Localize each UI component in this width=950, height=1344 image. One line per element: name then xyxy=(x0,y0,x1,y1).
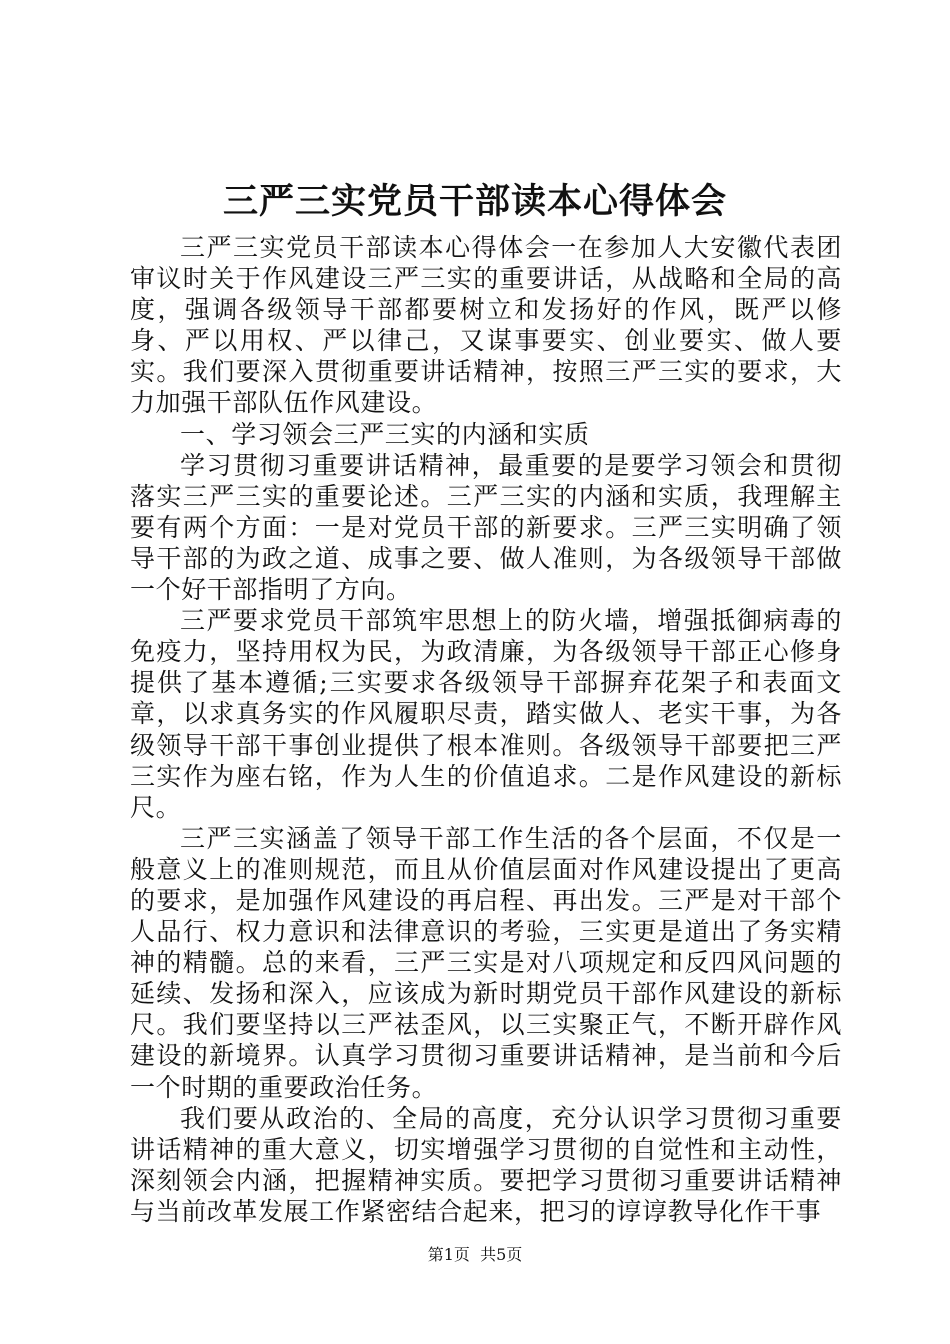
section-heading-one: 一、学习领会三严三实的内涵和实质 xyxy=(180,419,590,449)
paragraph-intro: 三严三实党员干部读本心得体会一在参加人大安徽代表团审议时关于作风建设三严三实的重要讲话，从战略和全局的高度，强调各级领导干部都要树立和发扬好的作风，既严以修身、严以用权、严以律己，又谋事要实、创业要实、做人要实。我们要深入贯彻重要讲话精神，按照三严三实的要求，大力加强干部队伍作风建设。 xyxy=(130,233,842,418)
page-number: 第1页 共5页 xyxy=(427,1245,523,1264)
paragraph-coverage: 三严三实涵盖了领导干部工作生活的各个层面，不仅是一般意义上的准则规范，而且从价值层面对作风建设提出了更高的要求，是加强作风建设的再启程、再出发。三严是对干部个人品行、权力意识和法律意识的考验，三实更是道出了务实精神的精髓。总的来看，三严三实是对八项规定和反四风问题的延续、发扬和深入，应该成为新时期党员干部作风建设的新标尺。我们要坚持以三严祛歪风，以三实聚正气，不断开辟作风建设的新境界。认真学习贯彻习重要讲话精神，是当前和今后一个时期的重要政治任务。 xyxy=(130,823,842,1102)
document-body xyxy=(130,232,842,1227)
paragraph-three-strict: 三严要求党员干部筑牢思想上的防火墙，增强抵御病毒的免疫力，坚持用权为民，为政清廉，为各级领导干部正心修身提供了基本遵循;三实要求各级领导干部摒弃花架子和表面文章，以求真务实的作风履职尽责，踏实做人、老实干事，为各级领导干部干事创业提供了根本准则。各级领导干部要把三严三实作为座右铭，作为人生的价值追求。二是作风建设的新标尺。 xyxy=(130,606,842,822)
paragraph-political: 我们要从政治的、全局的高度，充分认识学习贯彻习重要讲话精神的重大意义，切实增强学习贯彻的自觉性和主动性，深刻领会内涵，把握精神实质。要把学习贯彻习重要讲话精神与当前改革发展工作紧密结合起来，把习的谆谆教导化作干事 xyxy=(130,1103,842,1226)
paragraph-study: 学习贯彻习重要讲话精神，最重要的是要学习领会和贯彻落实三严三实的重要论述。三严三实的内涵和实质，我理解主要有两个方面：一是对党员干部的新要求。三严三实明确了领导干部的为政之道、成事之要、做人准则，为各级领导干部做一个好干部指明了方向。 xyxy=(130,450,842,605)
page-footer xyxy=(0,1244,950,1266)
document-title: 三严三实党员干部读本心得体会 xyxy=(222,181,727,222)
